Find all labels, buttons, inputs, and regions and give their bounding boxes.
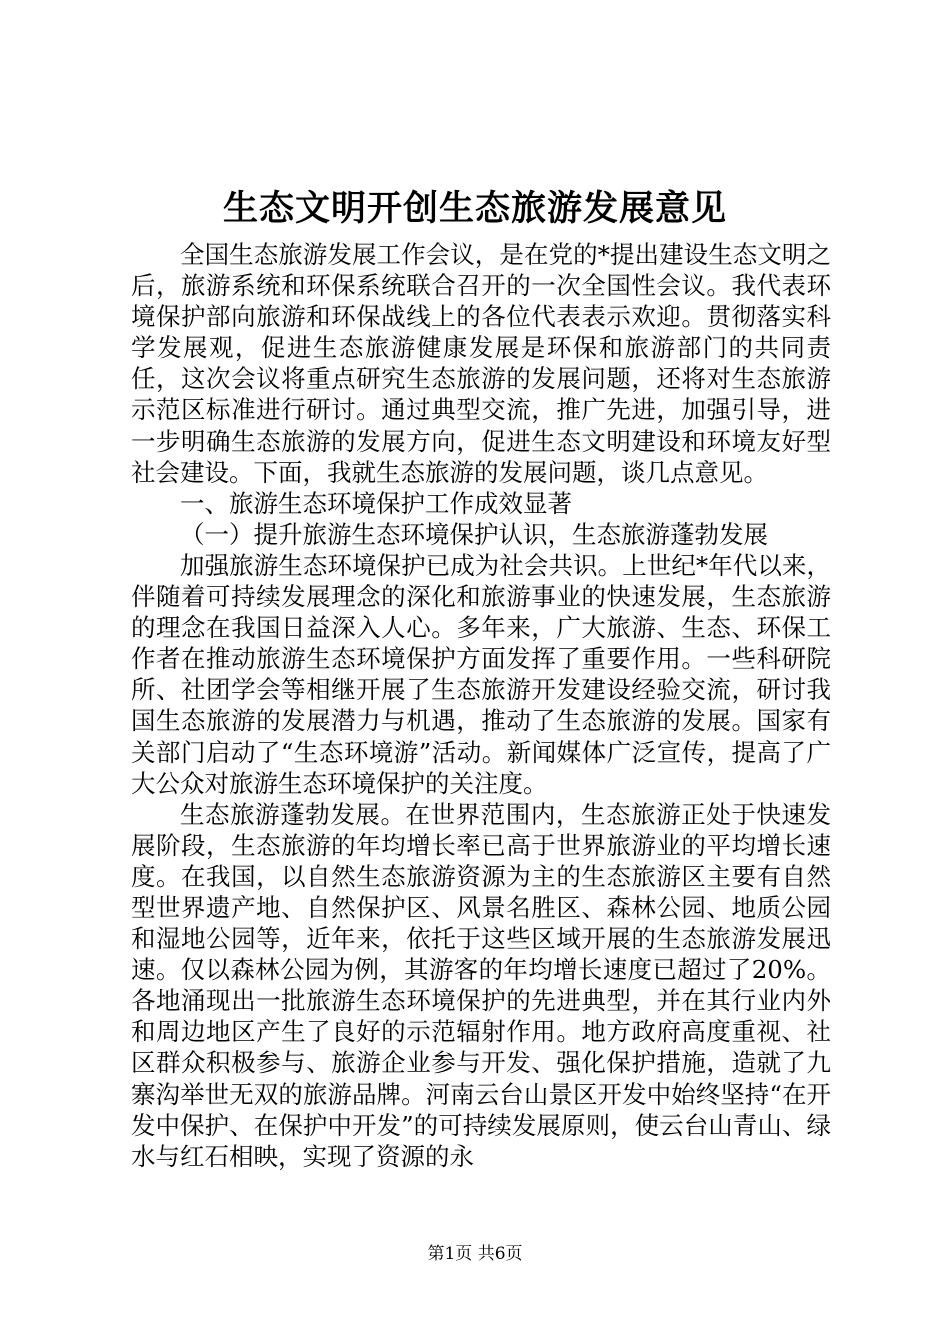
paragraph-awareness: 加强旅游生态环境保护已成为社会共识。上世纪*年代以来，伴随着可持续发展理念的深化和旅游事业的快速发展，生态旅游的理念在我国日益深入人心。多年来，广大旅游、生态、环保工作者在推动旅游生态环境保护方面发挥了重要作用。一些科研院所、社团学会等相继开展了生态旅游开发建设经验交流，研讨我国生态旅游的发展潜力与机遇，推动了生态旅游的发展。国家有关部门启动了“生态环境游”活动。新闻媒体广泛宣传，提高了广大公众对旅游生态环境保护的关注度。: [131, 550, 831, 798]
section-heading-1: 一、旅游生态环境保护工作成效显著: [180, 488, 572, 518]
document-title: 生态文明开创生态旅游发展意见: [222, 188, 727, 229]
page-footer: 第1页 共6页: [427, 1244, 523, 1264]
document-body: [131, 239, 831, 1172]
subsection-heading-1: （一）提升旅游生态环境保护认识，生态旅游蓬勃发展: [180, 519, 768, 549]
paragraph-development: 生态旅游蓬勃发展。在世界范围内，生态旅游正处于快速发展阶段，生态旅游的年均增长率已高于世界旅游业的平均增长速度。在我国，以自然生态旅游资源为主的生态旅游区主要有自然型世界遗产地、自然保护区、风景名胜区、森林公园、地质公园和湿地公园等，近年来，依托于这些区域开展的生态旅游发展迅速。仅以森林公园为例，其游客的年均增长速度已超过了20%。各地涌现出一批旅游生态环境保护的先进典型，并在其行业内外和周边地区产生了良好的示范辐射作用。地方政府高度重视、社区群众积极参与、旅游企业参与开发、强化保护措施，造就了九寨沟举世无双的旅游品牌。河南云台山景区开发中始终坚持“在开发中保护、在保护中开发”的可持续发展原则，使云台山青山、绿水与红石相映，实现了资源的永: [131, 799, 831, 1171]
paragraph-intro: 全国生态旅游发展工作会议，是在党的*提出建设生态文明之后，旅游系统和环保系统联合召开的一次全国性会议。我代表环境保护部向旅游和环保战线上的各位代表表示欢迎。贯彻落实科学发展观，促进生态旅游健康发展是环保和旅游部门的共同责任，这次会议将重点研究生态旅游的发展问题，还将对生态旅游示范区标准进行研讨。通过典型交流，推广先进，加强引导，进一步明确生态旅游的发展方向，促进生态文明建设和环境友好型社会建设。下面，我就生态旅游的发展问题，谈几点意见。: [131, 240, 831, 487]
